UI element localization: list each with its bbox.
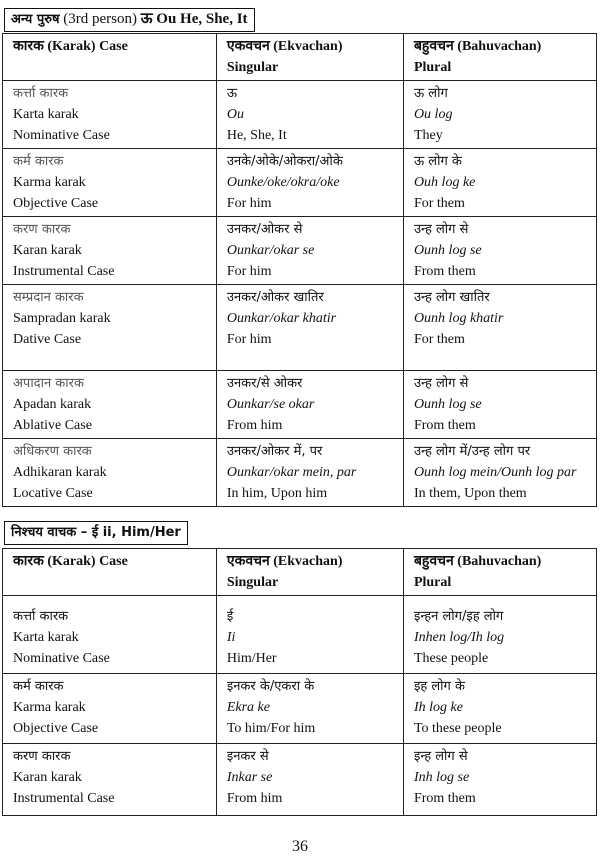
- section-title-rest: ऊ Ou He, She, It: [140, 11, 248, 27]
- table-row: [3, 674, 597, 744]
- singular-cell: उनकर/ओकर से Ounkar/okar se For him: [216, 217, 403, 285]
- plural-cell: इन्हन लोग/इह लोग Inhen log/Ih log These people: [403, 596, 596, 674]
- section-title-paren: (3rd person): [63, 11, 137, 27]
- case-cell: कर्त्ता कारक Karta karak Nominative Case: [3, 596, 217, 674]
- plural-cell: इन्ह लोग से Inh log se From them: [403, 744, 596, 816]
- singular-cell: ऊ Ou He, She, It: [216, 81, 403, 149]
- demonstrative-table: [2, 548, 597, 816]
- singular-cell: उनकर/से ओकर Ounkar/se okar From him: [216, 371, 403, 439]
- header-case: कारक (Karak) Case: [3, 34, 217, 81]
- plural-cell: ऊ लोग Ou log They: [403, 81, 596, 149]
- plural-cell: ऊ लोग के Ouh log ke For them: [403, 149, 596, 217]
- section-title-hindi: अन्य पुरुष: [11, 12, 60, 27]
- plural-cell: इह लोग के Ih log ke To these people: [403, 674, 596, 744]
- header-plural: बहुवचन (Bahuvachan) Plural: [403, 34, 596, 81]
- header-case: कारक (Karak) Case: [3, 549, 217, 596]
- singular-cell: इनकर के/एकरा के Ekra ke To him/For him: [216, 674, 403, 744]
- case-cell: सम्प्रदान कारक Sampradan karak Dative Case: [3, 285, 217, 371]
- case-cell: करण कारक Karan karak Instrumental Case: [3, 217, 217, 285]
- singular-cell: उनके/ओके/ओकरा/ओके Ounke/oke/okra/oke For him: [216, 149, 403, 217]
- header-singular: एकवचन (Ekvachan) Singular: [216, 549, 403, 596]
- plural-cell: उन्ह लोग खातिर Ounh log khatir For them: [403, 285, 596, 371]
- case-cell: अधिकरण कारक Adhikaran karak Locative Case: [3, 439, 217, 507]
- table-row: [3, 81, 597, 149]
- plural-cell: उन्ह लोग में/उन्ह लोग पर Ounh log mein/Ounh log par In them, Upon them: [403, 439, 596, 507]
- table-row: [3, 217, 597, 285]
- third-person-table: [2, 33, 597, 507]
- table-body: [3, 81, 597, 507]
- singular-cell: ई Ii Him/Her: [216, 596, 403, 674]
- case-cell: करण कारक Karan karak Instrumental Case: [3, 744, 217, 816]
- header-plural: बहुवचन (Bahuvachan) Plural: [403, 549, 596, 596]
- table-row: [3, 285, 597, 371]
- table-body: [3, 596, 597, 816]
- plural-cell: उन्ह लोग से Ounh log se From them: [403, 371, 596, 439]
- case-cell: कर्म कारक Karma karak Objective Case: [3, 149, 217, 217]
- table-row: [3, 371, 597, 439]
- singular-cell: इनकर से Inkar se From him: [216, 744, 403, 816]
- header-singular: एकवचन (Ekvachan) Singular: [216, 34, 403, 81]
- table-header-row: [3, 549, 597, 596]
- table-row: [3, 596, 597, 674]
- case-cell: अपादान कारक Apadan karak Ablative Case: [3, 371, 217, 439]
- plural-cell: उन्ह लोग से Ounh log se From them: [403, 217, 596, 285]
- section-title-demonstrative: [4, 521, 188, 545]
- case-cell: कर्म कारक Karma karak Objective Case: [3, 674, 217, 744]
- section-title-third-person: [4, 8, 255, 32]
- singular-cell: उनकर/ओकर में, पर Ounkar/okar mein, par In him, Upon him: [216, 439, 403, 507]
- page-number: 36: [292, 838, 308, 855]
- singular-cell: उनकर/ओकर खातिर Ounkar/okar khatir For him: [216, 285, 403, 371]
- table-row: [3, 744, 597, 816]
- table-row: [3, 439, 597, 507]
- case-cell: कर्त्ता कारक Karta karak Nominative Case: [3, 81, 217, 149]
- table-header-row: [3, 34, 597, 81]
- section-title-text: निश्चय वाचक – ई ii, Him/Her: [11, 525, 181, 540]
- table-row: [3, 149, 597, 217]
